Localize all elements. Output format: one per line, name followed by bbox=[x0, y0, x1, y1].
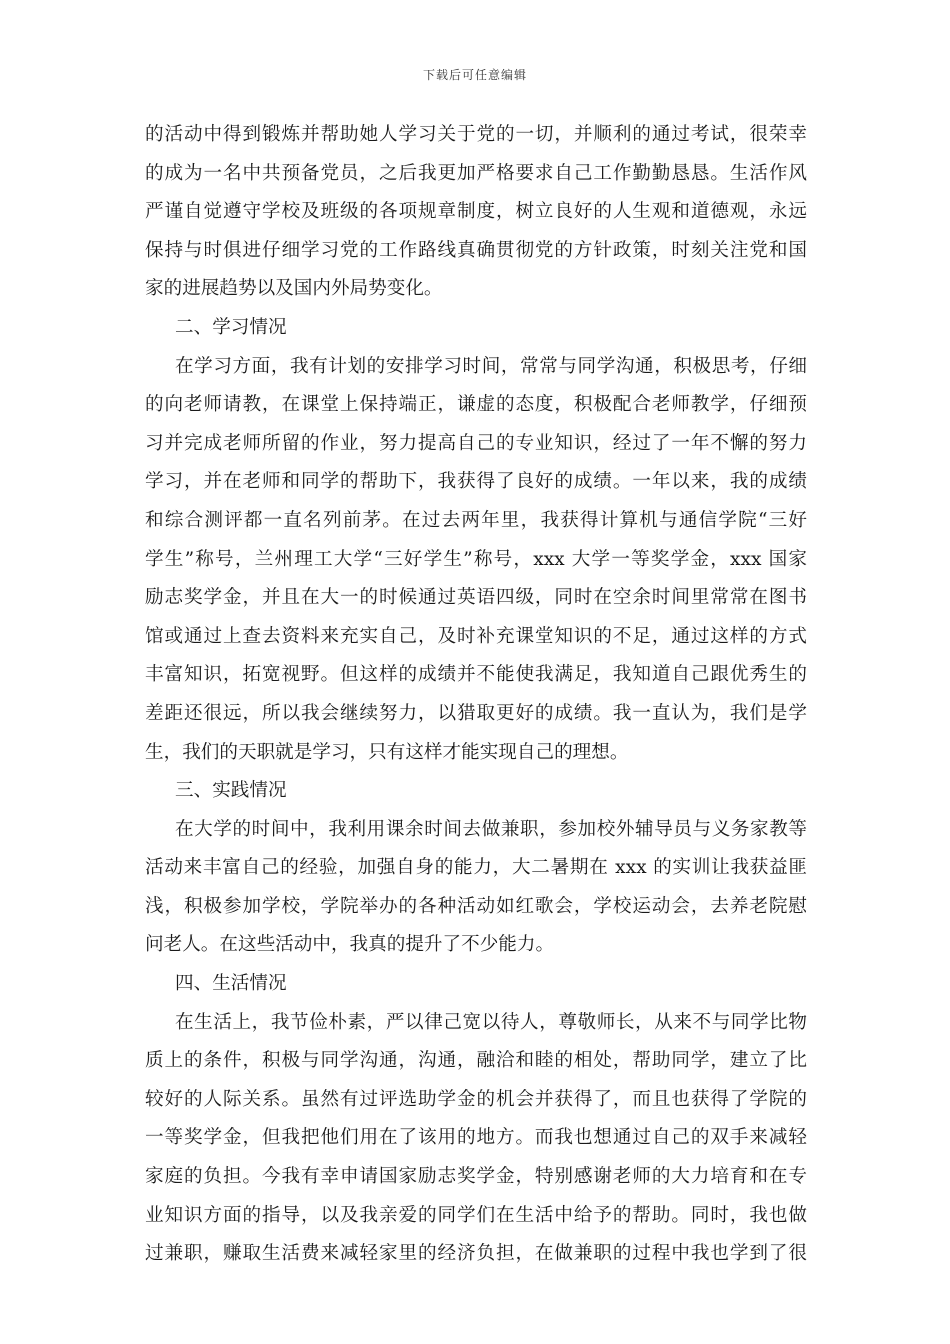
text-line: 励志奖学金，并且在大一的时候通过英语四级，同时在空余时间里常常在图书 bbox=[145, 587, 807, 609]
text-line: 的向老师请教，在课堂上保持端正，谦虚的态度，积极配合老师教学，仔细预 bbox=[145, 394, 807, 416]
text-line: 馆或通过上查去资料来充实自己，及时补充课堂知识的不足，通过这样的方式 bbox=[145, 625, 807, 647]
text-line: 一等奖学金，但我把他们用在了该用的地方。而我也想通过自己的双手来减轻 bbox=[145, 1127, 807, 1149]
text-line: 的活动中得到锻炼并帮助她人学习关于党的一切，并顺利的通过考试，很荣幸 bbox=[145, 124, 807, 145]
document-body bbox=[145, 116, 807, 1274]
section-heading: 二、学习情况 bbox=[175, 316, 287, 338]
text-line: 家的进展趋势以及国内外局势变化。 bbox=[145, 278, 443, 300]
text-line: 习并完成老师所留的作业，努力提高自己的专业知识，经过了一年不懈的努力 bbox=[145, 432, 807, 454]
text-line: 和综合测评都一直名列前茅。在过去两年里，我获得计算机与通信学院“三好 bbox=[145, 509, 807, 531]
page-header-note: 下载后可任意编辑 bbox=[422, 68, 527, 82]
text-line: 学习，并在老师和同学的帮助下，我获得了良好的成绩。一年以来，我的成绩 bbox=[145, 471, 807, 493]
section-heading: 四、生活情况 bbox=[175, 973, 287, 995]
text-line: 保持与时俱进仔细学习党的工作路线真确贯彻党的方针政策，时刻关注党和国 bbox=[145, 239, 807, 261]
text-line: 差距还很远，所以我会继续努力，以猎取更好的成绩。我一直认为，我们是学 bbox=[145, 702, 807, 724]
text-line: 活动来丰富自己的经验，加强自身的能力，大二暑期在 xxx 的实训让我获益匪 bbox=[145, 857, 807, 879]
text-line: 学生”称号，兰州理工大学“三好学生”称号，xxx 大学一等奖学金，xxx 国家 bbox=[145, 548, 807, 570]
section-heading: 三、实践情况 bbox=[175, 780, 287, 802]
text-line: 过兼职，赚取生活费来减轻家里的经济负担，在做兼职的过程中我也学到了很 bbox=[145, 1243, 807, 1265]
text-line: 在大学的时间中，我利用课余时间去做兼职，参加校外辅导员与义务家教等 bbox=[175, 818, 807, 840]
text-line: 生，我们的天职就是学习，只有这样才能实现自己的理想。 bbox=[145, 741, 629, 763]
text-line: 丰富知识，拓宽视野。但这样的成绩并不能使我满足，我知道自己跟优秀生的 bbox=[145, 664, 807, 686]
text-line: 严谨自觉遵守学校及班级的各项规章制度，树立良好的人生观和道德观，永远 bbox=[145, 201, 807, 223]
text-line: 在学习方面，我有计划的安排学习时间，常常与同学沟通，积极思考，仔细 bbox=[175, 355, 807, 377]
text-line: 较好的人际关系。虽然有过评选助学金的机会并获得了，而且也获得了学院的 bbox=[145, 1088, 807, 1110]
text-line: 浅，积极参加学校，学院举办的各种活动如红歌会，学校运动会，去养老院慰 bbox=[145, 895, 807, 917]
text-line: 在生活上，我节俭朴素，严以律己宽以待人，尊敬师长，从来不与同学比物 bbox=[175, 1011, 807, 1033]
text-line: 家庭的负担。今我有幸申请国家励志奖学金，特别感谢老师的大力培育和在专 bbox=[145, 1166, 807, 1188]
text-line: 业知识方面的指导，以及我亲爱的同学们在生活中给予的帮助。同时，我也做 bbox=[145, 1204, 807, 1226]
text-line: 的成为一名中共预备党员，之后我更加严格要求自己工作勤勤恳恳。生活作风 bbox=[145, 162, 807, 184]
text-line: 问老人。在这些活动中，我真的提升了不少能力。 bbox=[145, 934, 555, 956]
text-line: 质上的条件，积极与同学沟通，沟通，融洽和睦的相处，帮助同学，建立了比 bbox=[145, 1050, 807, 1072]
